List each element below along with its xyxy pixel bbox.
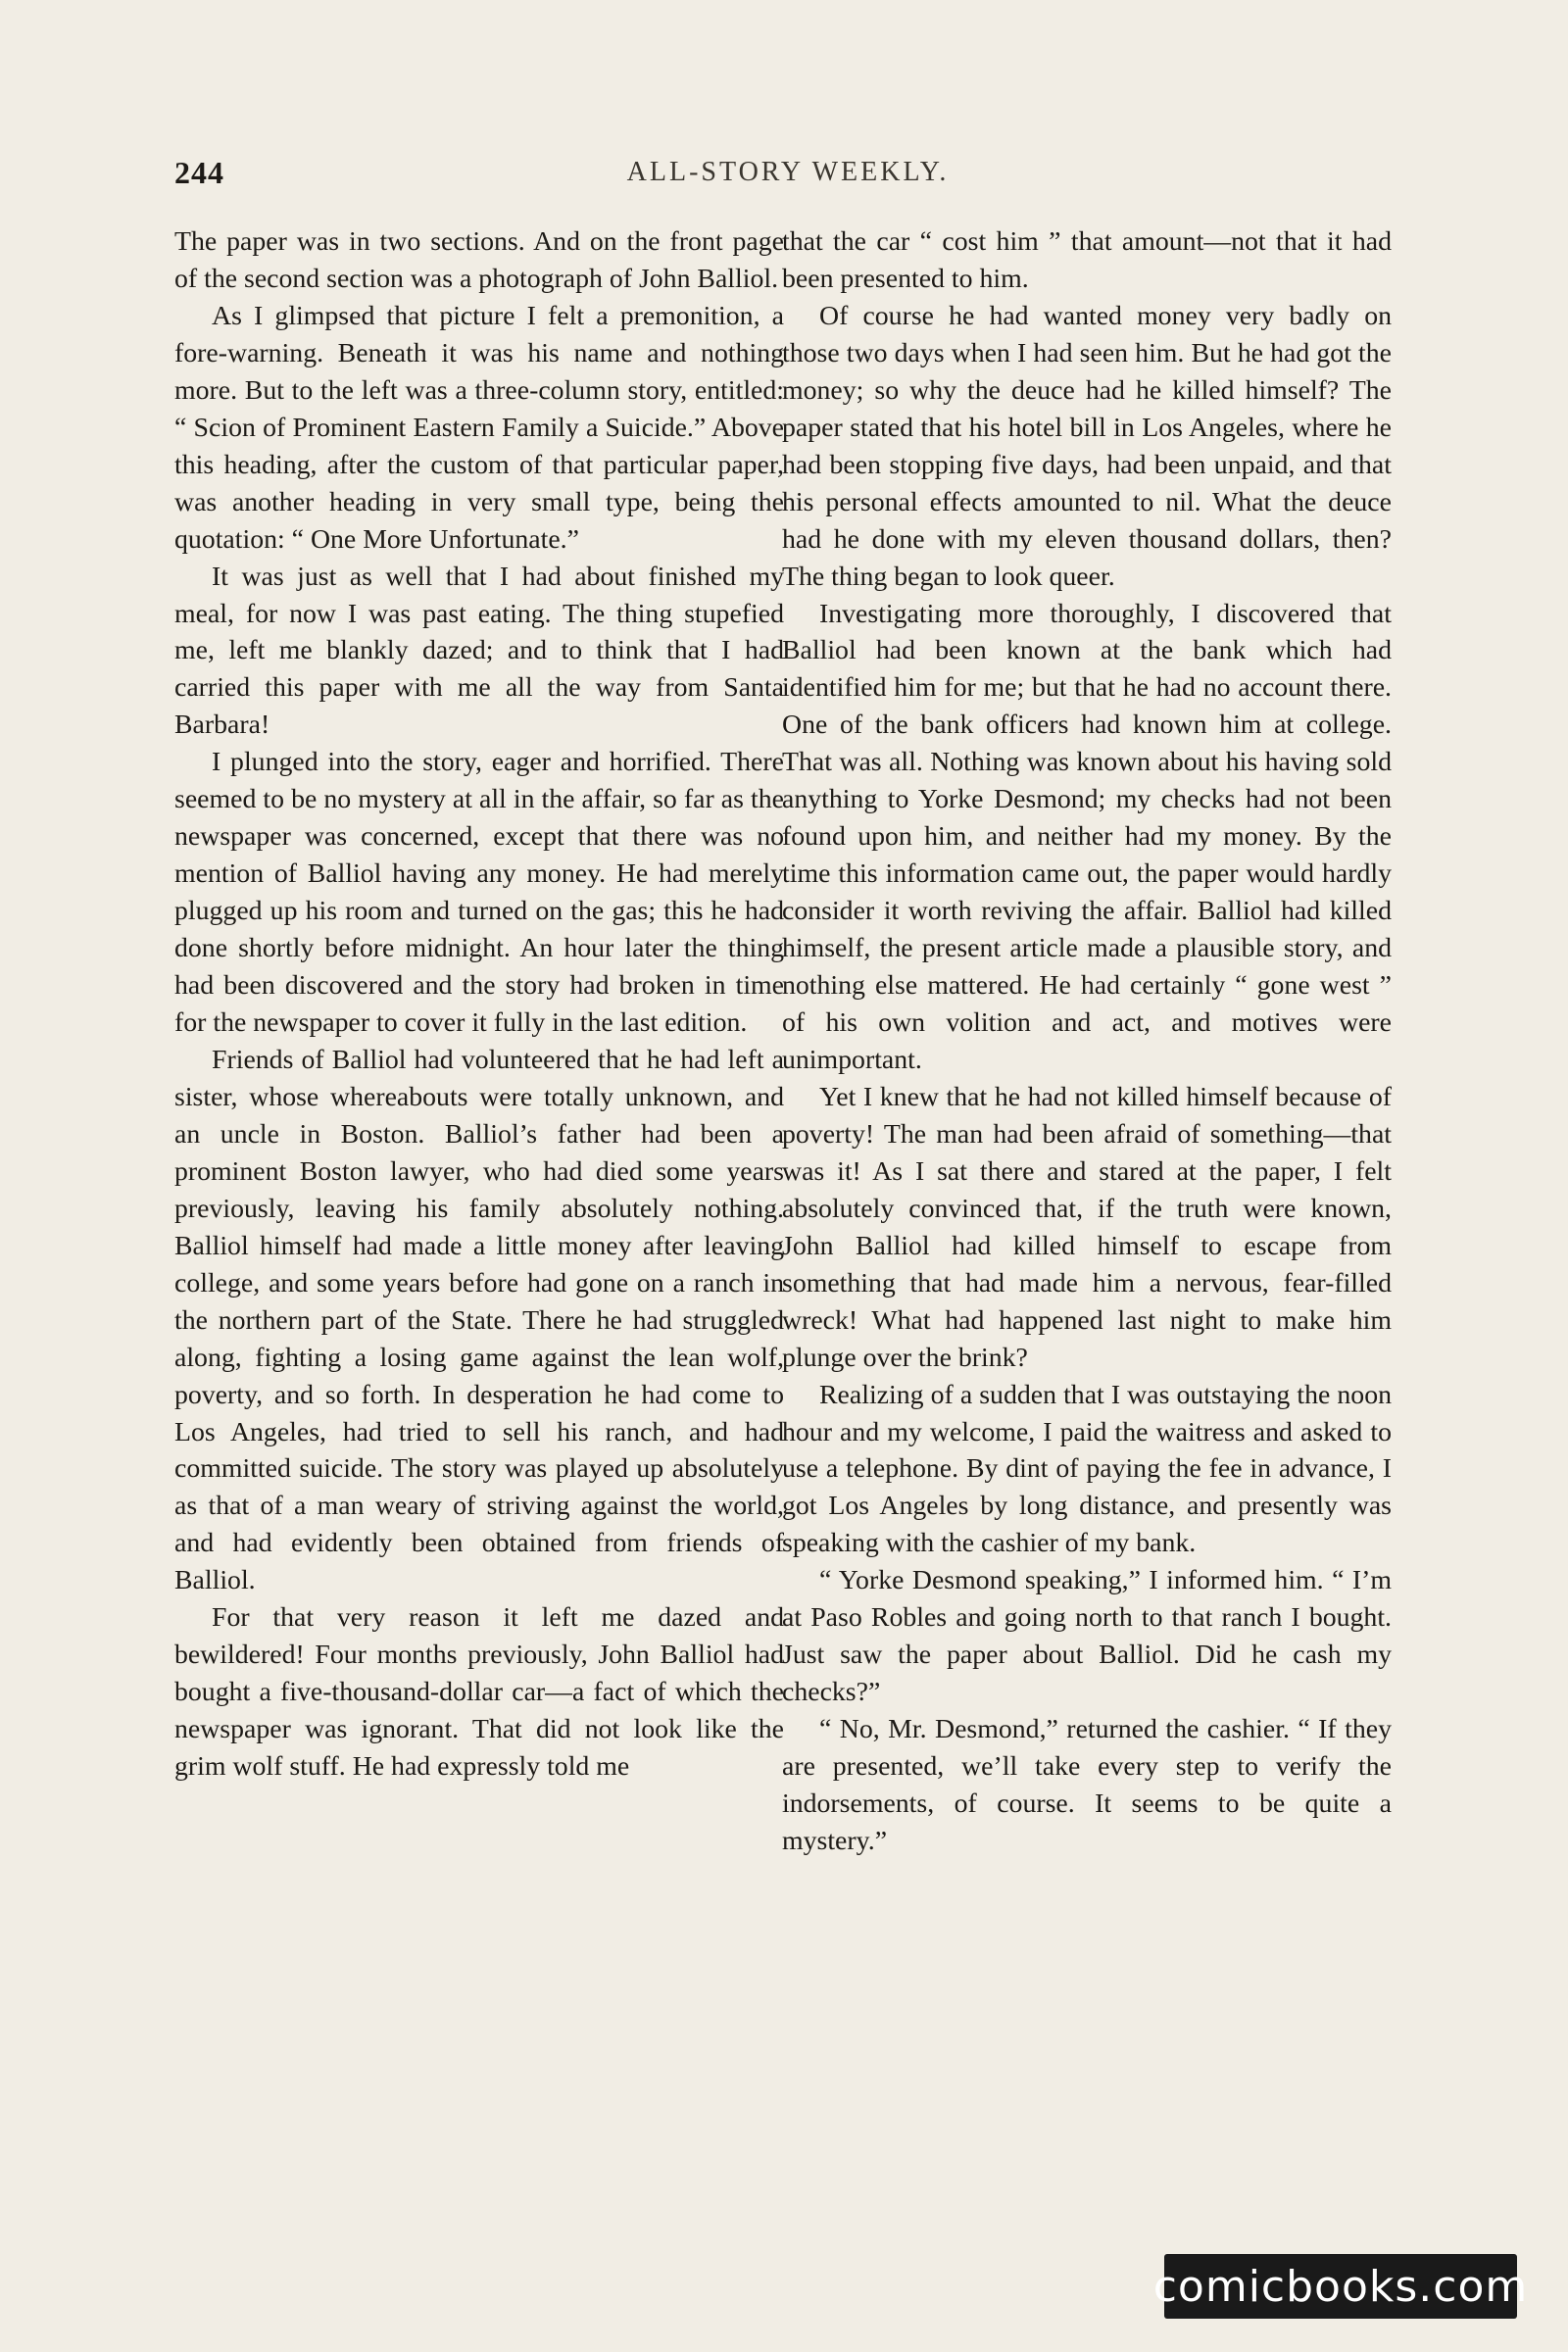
paragraph: “ No, Mr. Desmond,” returned the cashier. “ If they are presented, we’ll take every step to verify the indorsements, of course. It seems to be quite a mystery.”	[782, 1714, 1392, 1856]
right-column	[782, 223, 1392, 1860]
page-number: 244	[174, 155, 224, 190]
paragraph: As I glimpsed that picture I felt a premonition, a fore-warning. Beneath it was his name and nothing more. But to the left was a three-column story, entitled: “ Scion of Prominent Eastern Family a Suicide.” Above this heading, after the custom of that particular paper, was another heading in very small type, being the quotation: “ One More Unfortunate.”	[174, 300, 784, 555]
watermark-logo	[1152, 2254, 1529, 2319]
paragraph: Realizing of a sudden that I was outstaying the noon hour and my welcome, I paid the waitress and asked to use a telephone. By dint of paying the fee in advance, I got Los Angeles by long distance, and presently was speaking with the cashier of my bank.	[782, 1379, 1392, 1559]
paragraph: that the car “ cost him ” that amount—not that it had been presented to him.	[782, 226, 1392, 294]
paragraph: The paper was in two sections. And on the front page of the second section was a photograph of John Balliol.	[174, 226, 784, 294]
paragraph: “ Yorke Desmond speaking,” I informed him. “ I’m at Paso Robles and going north to that ranch I bought. Just saw the paper about Balliol. Did he cash my checks?”	[782, 1565, 1392, 1708]
paragraph: I plunged into the story, eager and horrified. There seemed to be no mystery at all in the affair, so far as the newspaper was concerned, except that there was no mention of Balliol having any money. He had merely plugged up his room and turned on the gas; this he had done shortly before midnight. An hour later the thing had been discovered and the story had broken in time for the newspaper to cover it fully in the last edition.	[174, 747, 784, 1039]
paragraph: Friends of Balliol had volunteered that he had left a sister, whose whereabouts were totally unknown, and an uncle in Boston. Balliol’s father had been a prominent Boston lawyer, who had died some years previously, leaving his family absolutely nothing. Balliol himself had made a little money after leaving college, and some years before had gone on a ranch in the northern part of the State. There he had struggled along, fighting a losing game against the lean wolf, poverty, and so forth. In desperation he had come to Los Angeles, had tried to sell his ranch, and had committed suicide. The story was played up absolutely as that of a man weary of striving against the world, and had evidently been obtained from friends of Balliol.	[174, 1044, 784, 1596]
running-head: ALL-STORY WEEKLY.	[626, 157, 950, 187]
paragraph: It was just as well that I had about finished my meal, for now I was past eating. The thing stupefied me, left me blankly dazed; and to think that I had carried this paper with me all the way from Santa Barbara!	[174, 561, 784, 741]
paragraph: Investigating more thoroughly, I discovered that Balliol had been known at the bank which had identified him for me; but that he had no account there. One of the bank officers had known him at college. That was all. Nothing was known about his having sold anything to Yorke Desmond; my checks had not been found upon him, and neither had my money. By the time this information came out, the paper would hardly consider it worth reviving the affair. Balliol had killed himself, the present article made a plausible story, and nothing else mattered. He had certainly “ gone west ” of his own volition and act, and motives were unimportant.	[782, 598, 1392, 1075]
paragraph: Yet I knew that he had not killed himself because of poverty! The man had been afraid of something—that was it! As I sat there and stared at the paper, I felt absolutely convinced that, if the truth were known, John Balliol had killed himself to escape from something that had made him a nervous, fear-filled wreck! What had happened last night to make him plunge over the brink?	[782, 1081, 1392, 1373]
paragraph: For that very reason it left me dazed and bewildered! Four months previously, John Balliol had bought a five-thousand-dollar car—a fact of which the newspaper was ignorant. That did not look like the grim wolf stuff. He had expressly told me	[174, 1602, 784, 1783]
watermark-text: comicbooks.com	[1152, 2261, 1529, 2312]
left-column	[174, 223, 784, 1786]
page-header	[174, 155, 1401, 204]
paragraph: Of course he had wanted money very badly on those two days when I had seen him. But he had got the money; so why the deuce had he killed himself? The paper stated that his hotel bill in Los Angeles, where he had been stopping five days, had been unpaid, and that his personal effects amounted to nil. What the deuce had he done with my eleven thousand dollars, then? The thing began to look queer.	[782, 300, 1392, 592]
